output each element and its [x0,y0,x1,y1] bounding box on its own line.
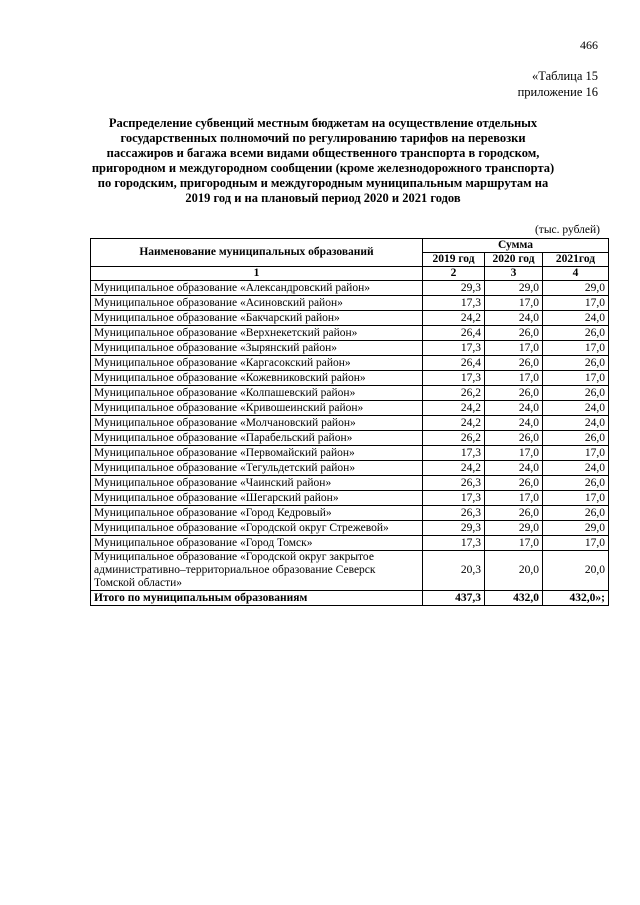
municipality-name: Муниципальное образование «Город Кедровый» [91,506,423,521]
table-ref-line2: приложение 16 [517,85,598,99]
value-2020: 26,0 [485,431,543,446]
table-row [91,506,609,521]
value-2021: 29,0 [543,281,609,296]
table-row [91,461,609,476]
column-number-1: 1 [91,267,423,281]
table-row [91,341,609,356]
value-2020: 24,0 [485,401,543,416]
total-2021: 432,0»; [543,591,609,606]
value-2020: 17,0 [485,341,543,356]
subsidy-table [90,238,609,606]
page-number: 466 [580,38,598,52]
header-sum: Сумма [423,239,609,253]
value-2019: 17,3 [423,341,485,356]
value-2020: 24,0 [485,461,543,476]
value-2021: 29,0 [543,521,609,536]
municipality-name: Муниципальное образование «Тегульдетский район» [91,461,423,476]
table-row [91,431,609,446]
value-2021: 17,0 [543,536,609,551]
value-2019: 26,3 [423,476,485,491]
table-row [91,416,609,431]
value-2021: 24,0 [543,461,609,476]
value-2019: 17,3 [423,371,485,386]
value-2021: 26,0 [543,431,609,446]
municipality-name: Муниципальное образование «Кожевниковский район» [91,371,423,386]
table-row [91,281,609,296]
total-2020: 432,0 [485,591,543,606]
value-2021: 24,0 [543,416,609,431]
value-2021: 26,0 [543,386,609,401]
municipality-name: Муниципальное образование «Верхнекетский район» [91,326,423,341]
municipality-name: Муниципальное образование «Колпашевский район» [91,386,423,401]
value-2020: 29,0 [485,521,543,536]
table-row [91,401,609,416]
header-year-2021: 2021год [543,253,609,267]
value-2020: 24,0 [485,311,543,326]
municipality-name: Муниципальное образование «Первомайский район» [91,446,423,461]
table-ref-line1: «Таблица 15 [532,69,598,83]
value-2019: 26,2 [423,431,485,446]
total-label: Итого по муниципальным образованиям [91,591,423,606]
value-2019: 17,3 [423,536,485,551]
units-label: (тыс. рублей) [534,224,600,236]
column-number-4: 4 [543,267,609,281]
total-row [91,591,609,606]
table-row [91,491,609,506]
value-2020: 17,0 [485,536,543,551]
table-row [91,296,609,311]
value-2021: 17,0 [543,491,609,506]
table-row [91,356,609,371]
value-2020: 17,0 [485,491,543,506]
table-row [91,386,609,401]
value-2020: 26,0 [485,356,543,371]
municipality-name: Муниципальное образование «Каргасокский район» [91,356,423,371]
municipality-name: Муниципальное образование «Чаинский район» [91,476,423,491]
value-2020: 26,0 [485,326,543,341]
value-2020: 20,0 [485,551,543,591]
table-row [91,536,609,551]
value-2019: 17,3 [423,446,485,461]
value-2020: 26,0 [485,386,543,401]
municipality-name: Муниципальное образование «Асиновский район» [91,296,423,311]
municipality-name: Муниципальное образование «Зырянский район» [91,341,423,356]
value-2020: 24,0 [485,416,543,431]
municipality-name: Муниципальное образование «Городской округ закрытое административно–территориальное образование Северск Томской области» [91,551,423,591]
value-2019: 17,3 [423,296,485,311]
value-2021: 17,0 [543,446,609,461]
value-2019: 17,3 [423,491,485,506]
value-2019: 24,2 [423,416,485,431]
value-2021: 26,0 [543,476,609,491]
municipality-name: Муниципальное образование «Городской округ Стрежевой» [91,521,423,536]
value-2020: 26,0 [485,476,543,491]
table-row [91,551,609,591]
value-2019: 24,2 [423,461,485,476]
value-2019: 29,3 [423,521,485,536]
column-number-3: 3 [485,267,543,281]
value-2021: 17,0 [543,341,609,356]
municipality-name: Муниципальное образование «Бакчарский район» [91,311,423,326]
value-2021: 20,0 [543,551,609,591]
table-body [91,281,609,591]
value-2021: 24,0 [543,311,609,326]
value-2021: 24,0 [543,401,609,416]
value-2021: 26,0 [543,356,609,371]
value-2020: 17,0 [485,371,543,386]
municipality-name: Муниципальное образование «Александровский район» [91,281,423,296]
value-2021: 26,0 [543,506,609,521]
municipality-name: Муниципальное образование «Парабельский район» [91,431,423,446]
header-year-2019: 2019 год [423,253,485,267]
value-2020: 17,0 [485,296,543,311]
value-2019: 26,4 [423,326,485,341]
value-2020: 17,0 [485,446,543,461]
municipality-name: Муниципальное образование «Молчановский район» [91,416,423,431]
value-2020: 29,0 [485,281,543,296]
table-row [91,326,609,341]
document-title: Распределение субвенций местным бюджетам на осуществление отдельных государственных полномочий по регулированию тарифов на перевозки пассажиров и багажа всеми видами общественного транспорта в городском, пригородном и междугородном сообщении (кроме железнодорожного транспорта) по городским, пригородным и междугородным муниципальным маршрутам на 2019 год и на плановый период 2020 и 2021 годов [91,116,555,205]
total-2019: 437,3 [423,591,485,606]
header-municipality: Наименование муниципальных образований [91,239,423,267]
value-2021: 17,0 [543,371,609,386]
value-2019: 24,2 [423,311,485,326]
municipality-name: Муниципальное образование «Кривошеинский район» [91,401,423,416]
value-2021: 26,0 [543,326,609,341]
table-row [91,371,609,386]
table-row [91,446,609,461]
municipality-name: Муниципальное образование «Шегарский район» [91,491,423,506]
table-row [91,476,609,491]
value-2019: 26,4 [423,356,485,371]
value-2019: 29,3 [423,281,485,296]
value-2021: 17,0 [543,296,609,311]
value-2020: 26,0 [485,506,543,521]
table-row [91,521,609,536]
table-reference [518,68,598,100]
value-2019: 26,2 [423,386,485,401]
column-number-2: 2 [423,267,485,281]
value-2019: 20,3 [423,551,485,591]
table-row [91,311,609,326]
municipality-name: Муниципальное образование «Город Томск» [91,536,423,551]
value-2019: 24,2 [423,401,485,416]
value-2019: 26,3 [423,506,485,521]
header-year-2020: 2020 год [485,253,543,267]
